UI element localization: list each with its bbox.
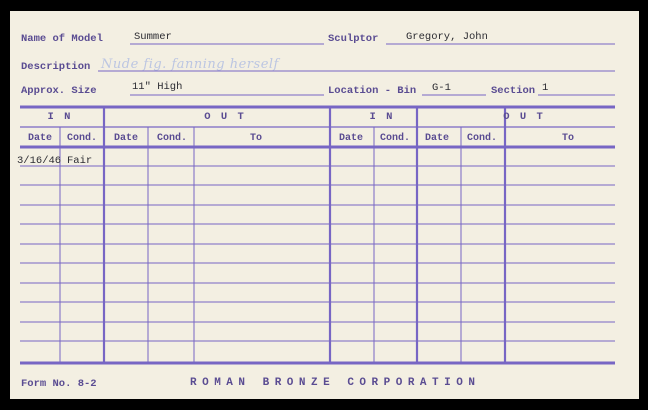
group-header-out-1: O U T [204,111,246,123]
location-bin-label: Location - Bin [328,85,417,97]
col-header-cond-in-2: Cond. [379,133,411,144]
inventory-card [10,11,639,399]
form-number: Form No. 8-2 [21,378,97,390]
section-value: 1 [542,82,549,94]
description-value: Nude fig. fanning herself [101,57,279,72]
col-header-cond-out-1: Cond. [156,133,188,144]
col-header-date-in-2: Date [338,133,364,144]
group-header-out-2: O U T [503,111,545,123]
col-header-to-1: To [249,133,263,144]
col-header-date-in-1: Date [27,133,53,144]
company-name: ROMAN BRONZE CORPORATION [190,377,481,389]
col-header-to-2: To [561,133,575,144]
description-label: Description [21,61,91,73]
name-of-model-value: Summer [134,31,172,43]
col-header-cond-in-1: Cond. [66,133,98,144]
approx-size-value: 11" High [132,81,183,93]
col-header-cond-out-2: Cond. [466,133,498,144]
row-1-date-in: 3/16/46 [17,155,62,167]
group-header-in-2: I N [369,111,395,123]
section-label: Section [491,85,536,97]
group-header-in-1: I N [47,111,73,123]
col-header-date-out-1: Date [113,133,139,144]
name-of-model-label: Name of Model [21,33,103,45]
col-header-date-out-2: Date [424,133,450,144]
row-1-cond-in: Fair [67,155,93,167]
location-bin-value: G-1 [432,82,451,94]
sculptor-label: Sculptor [328,33,379,45]
approx-size-label: Approx. Size [21,85,97,97]
sculptor-value: Gregory, John [406,31,488,43]
